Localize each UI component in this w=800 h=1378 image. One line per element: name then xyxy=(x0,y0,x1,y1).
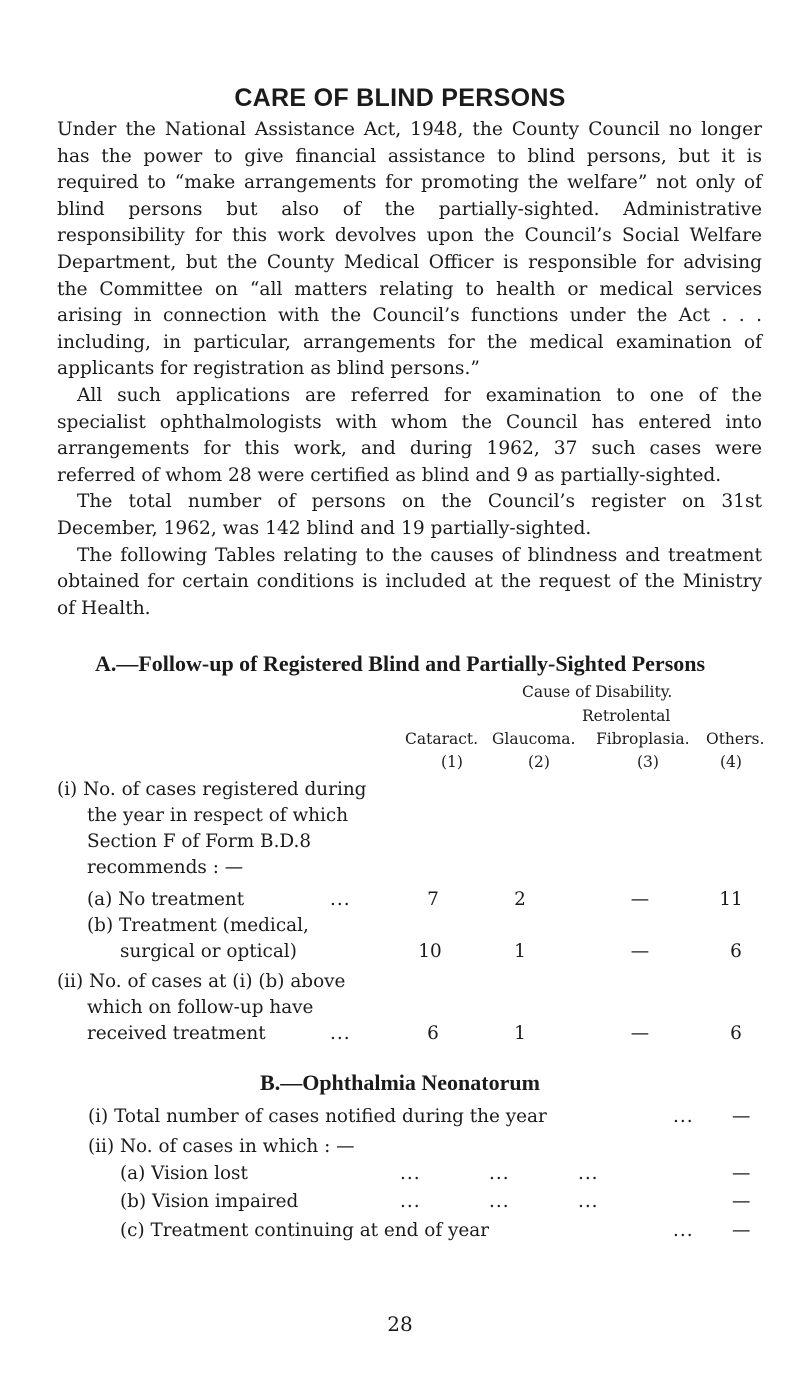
col-1-num: (1) xyxy=(441,753,463,771)
b-row-label: (c) Treatment continuing at end of year xyxy=(120,1220,490,1241)
section-b-title: B.—Ophthalmia Neonatorum xyxy=(260,1070,540,1095)
b-row-value: — xyxy=(732,1191,751,1212)
item-ii-line: (ii) No. of cases at (i) (b) above xyxy=(57,971,346,992)
intro-paragraph: The total number of persons on the Council’s register on 31st December, 1962, was 142 blind and 19 partially-sighted. xyxy=(57,491,762,539)
item-ii-line: which on follow-up have xyxy=(87,997,314,1018)
row-b-label: (b) Treatment (medical, xyxy=(87,915,309,936)
row-b-others: 6 xyxy=(730,941,742,962)
col-4-name: Others. xyxy=(706,730,765,748)
b-row-label: (i) Total number of cases notified during the year xyxy=(88,1106,547,1127)
item-ii-line: received treatment xyxy=(87,1023,266,1044)
b-row-leader: ... xyxy=(673,1106,694,1127)
item-i-line: (i) No. of cases registered during xyxy=(57,779,367,800)
intro-paragraph: Under the National Assistance Act, 1948, the County Council no longer has the power to give financial assistance to blind persons, but it is required to “make arrangements for promoting the welfare” not only of blind persons but also of the partially-sighted. Administrative responsibility for this work devolves upon the Council’s Social Welfare Department, but the County Medical Officer is responsible for advising the Committee on “all matters relating to health or medical services arising in connection with the Council’s functions under the Act . . . including, in particular, arrangements for the medical examination of applicants for registration as blind persons.” xyxy=(57,119,762,380)
row-a-cataract: 7 xyxy=(427,889,439,910)
b-row-leader: ... xyxy=(673,1220,694,1241)
row-a-others: 11 xyxy=(719,889,743,910)
b-row-label: (ii) No. of cases in which : — xyxy=(88,1136,355,1157)
section-a-title: A.—Follow-up of Registered Blind and Partially-Sighted Persons xyxy=(94,651,706,676)
col-3-num: (3) xyxy=(637,753,659,771)
item-i-line: the year in respect of which xyxy=(87,805,349,826)
row-b-cataract: 10 xyxy=(418,941,442,962)
b-row-value: — xyxy=(732,1220,751,1241)
row-ii-cataract: 6 xyxy=(427,1023,439,1044)
col-3-name-line1: Retrolental xyxy=(582,707,671,725)
item-i-line: Section F of Form B.D.8 xyxy=(87,831,312,852)
row-ii-leader: ... xyxy=(330,1023,351,1044)
row-ii-fibroplasia: — xyxy=(630,1023,650,1044)
col-2-num: (2) xyxy=(528,753,550,771)
b-row-label: (a) Vision lost xyxy=(120,1163,248,1184)
b-row-leader: ... ... ... xyxy=(400,1163,599,1184)
col-2-name: Glaucoma. xyxy=(492,730,576,748)
row-a-leader: ... xyxy=(330,889,351,910)
row-a-label: (a) No treatment xyxy=(87,889,245,910)
row-a-fibroplasia: — xyxy=(630,889,650,910)
row-b-fibroplasia: — xyxy=(630,941,650,962)
b-row-label: (b) Vision impaired xyxy=(120,1191,299,1212)
b-row-value: — xyxy=(732,1163,751,1184)
b-row-leader: ... ... ... xyxy=(400,1191,599,1212)
row-ii-others: 6 xyxy=(730,1023,742,1044)
page-title: CARE OF BLIND PERSONS xyxy=(234,84,566,112)
intro-text xyxy=(57,117,762,622)
row-b-glaucoma: 1 xyxy=(514,941,526,962)
col-1-name: Cataract. xyxy=(405,730,479,748)
col-4-num: (4) xyxy=(720,753,742,771)
row-ii-glaucoma: 1 xyxy=(514,1023,526,1044)
row-a-glaucoma: 2 xyxy=(514,889,526,910)
page-number: 28 xyxy=(387,1312,413,1336)
item-i-line: recommends : — xyxy=(87,857,244,878)
intro-paragraph: All such applications are referred for examination to one of the specialist ophthalmologists with whom the Council has entered into arrangements for this work, and during 1962, 37 such cases were referred of whom 28 were certified as blind and 9 as partially-sighted. xyxy=(57,384,762,486)
cause-label: Cause of Disability. xyxy=(522,683,673,701)
row-b-label: surgical or optical) xyxy=(120,941,297,962)
col-3-name: Fibroplasia. xyxy=(596,730,690,748)
intro-paragraph: The following Tables relating to the causes of blindness and treatment obtained for certain conditions is included at the request of the Ministry of Health. xyxy=(57,544,762,619)
b-row-value: — xyxy=(732,1106,751,1127)
